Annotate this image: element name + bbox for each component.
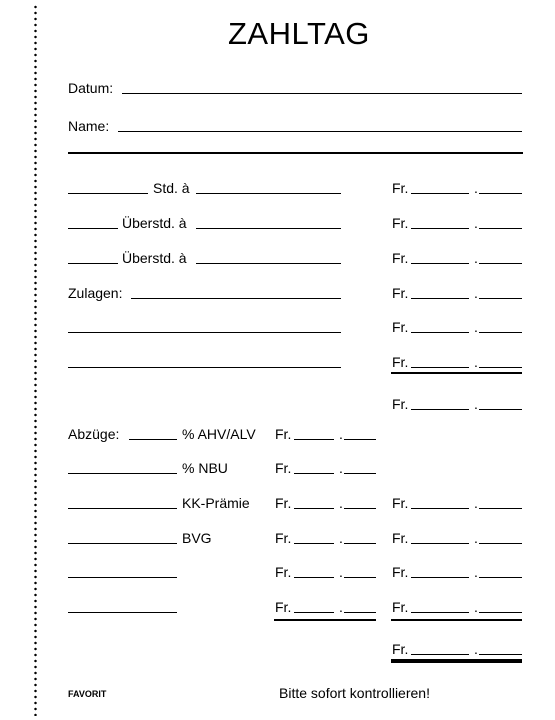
subtotal-2-rule [391, 619, 522, 621]
fr-francs-line[interactable] [411, 263, 469, 264]
fr-francs-line[interactable] [294, 439, 334, 440]
fr-rappen-line[interactable] [479, 332, 522, 333]
fr-rappen-line[interactable] [344, 543, 376, 544]
bvg-label: BVG [182, 530, 212, 546]
fr-label: Fr. [275, 426, 292, 442]
fr-label: Fr. [392, 564, 409, 580]
fr-dot: . [339, 599, 343, 615]
fr-francs-line[interactable] [411, 298, 469, 299]
uberstd-2-rate-line[interactable] [196, 263, 341, 264]
std-rate-line[interactable] [196, 193, 341, 194]
fr-label: Fr. [392, 354, 409, 370]
fr-label: Fr. [392, 495, 409, 511]
uberstd-1-rate-line[interactable] [196, 228, 341, 229]
fr-label: Fr. [275, 530, 292, 546]
fr-label: Fr. [275, 495, 292, 511]
fr-label: Fr. [392, 215, 409, 231]
form-title: ZAHLTAG [228, 16, 370, 51]
extra-deduction-line-2[interactable] [68, 612, 177, 613]
kk-label: KK-Prämie [182, 495, 250, 511]
fr-rappen-line[interactable] [479, 298, 522, 299]
fr-rappen-line[interactable] [479, 654, 522, 655]
fr-rappen-line[interactable] [344, 473, 376, 474]
std-hours-line[interactable] [68, 193, 148, 194]
fr-dot: . [474, 599, 478, 615]
fr-label: Fr. [392, 285, 409, 301]
zulagen-line-2[interactable] [68, 332, 341, 333]
header-separator [68, 152, 523, 154]
fr-label: Fr. [392, 180, 409, 196]
fr-dot: . [339, 426, 343, 442]
uberstd-1-label: Überstd. à [122, 215, 187, 231]
footer-note: Bitte sofort kontrollieren! [279, 685, 430, 701]
fr-rappen-line[interactable] [344, 439, 376, 440]
bvg-amount-line[interactable] [68, 543, 177, 544]
fr-dot: . [474, 564, 478, 580]
fr-label: Fr. [392, 319, 409, 335]
fr-dot: . [474, 495, 478, 511]
fr-francs-line[interactable] [294, 473, 334, 474]
fr-dot: . [339, 460, 343, 476]
fr-rappen-line[interactable] [479, 577, 522, 578]
name-line[interactable] [118, 131, 522, 132]
fr-rappen-line[interactable] [344, 612, 376, 613]
fr-dot: . [339, 495, 343, 511]
nbu-label: % NBU [182, 460, 228, 476]
zulagen-line-1[interactable] [131, 298, 341, 299]
uberstd-2-hours-line[interactable] [68, 263, 118, 264]
fr-dot: . [474, 530, 478, 546]
zulagen-line-3[interactable] [68, 367, 341, 368]
fr-label: Fr. [392, 641, 409, 657]
ahv-label: % AHV/ALV [182, 426, 256, 442]
fr-dot: . [474, 285, 478, 301]
fr-francs-line[interactable] [411, 193, 469, 194]
datum-label: Datum: [68, 80, 114, 96]
fr-label: Fr. [392, 599, 409, 615]
fr-dot: . [474, 250, 478, 266]
fr-dot: . [339, 530, 343, 546]
kk-amount-line[interactable] [68, 508, 177, 509]
subtotal-1-rule [391, 372, 522, 374]
fr-rappen-line[interactable] [479, 193, 522, 194]
perforation-edge [34, 4, 37, 716]
fr-francs-line[interactable] [294, 612, 334, 613]
fr-rappen-line[interactable] [479, 409, 522, 410]
fr-label: Fr. [275, 564, 292, 580]
fr-label: Fr. [392, 396, 409, 412]
fr-dot: . [474, 641, 478, 657]
fr-francs-line[interactable] [294, 577, 334, 578]
uberstd-1-hours-line[interactable] [68, 228, 118, 229]
fr-rappen-line[interactable] [344, 508, 376, 509]
fr-label: Fr. [392, 530, 409, 546]
fr-dot: . [474, 215, 478, 231]
net-total-rule [391, 659, 522, 663]
fr-rappen-line[interactable] [479, 228, 522, 229]
nbu-percent-line[interactable] [68, 473, 177, 474]
fr-francs-line[interactable] [411, 577, 469, 578]
datum-line[interactable] [122, 93, 522, 94]
fr-dot: . [474, 180, 478, 196]
fr-francs-line[interactable] [411, 654, 469, 655]
fr-francs-line[interactable] [411, 612, 469, 613]
deductions-subtotal-rule [274, 619, 376, 621]
fr-francs-line[interactable] [411, 543, 469, 544]
fr-dot: . [474, 396, 478, 412]
fr-francs-line[interactable] [411, 409, 469, 410]
zulagen-label: Zulagen: [68, 285, 123, 301]
fr-label: Fr. [275, 599, 292, 615]
fr-francs-line[interactable] [411, 367, 469, 368]
fr-rappen-line[interactable] [479, 367, 522, 368]
name-label: Name: [68, 118, 110, 134]
fr-label: Fr. [392, 250, 409, 266]
fr-label: Fr. [275, 460, 292, 476]
fr-rappen-line[interactable] [344, 577, 376, 578]
fr-francs-line[interactable] [411, 332, 469, 333]
brand-label: FAVORIT [68, 689, 107, 699]
fr-rappen-line[interactable] [479, 543, 522, 544]
fr-dot: . [474, 354, 478, 370]
extra-deduction-line-1[interactable] [68, 577, 177, 578]
fr-dot: . [339, 564, 343, 580]
fr-francs-line[interactable] [294, 508, 334, 509]
fr-rappen-line[interactable] [479, 263, 522, 264]
ahv-percent-line[interactable] [129, 439, 177, 440]
std-label: Std. à [153, 180, 190, 196]
abzuege-label: Abzüge: [68, 426, 120, 442]
fr-rappen-line[interactable] [479, 612, 522, 613]
fr-francs-line[interactable] [411, 508, 469, 509]
uberstd-2-label: Überstd. à [122, 250, 187, 266]
fr-dot: . [474, 319, 478, 335]
fr-francs-line[interactable] [294, 543, 334, 544]
fr-rappen-line[interactable] [479, 508, 522, 509]
fr-francs-line[interactable] [411, 228, 469, 229]
